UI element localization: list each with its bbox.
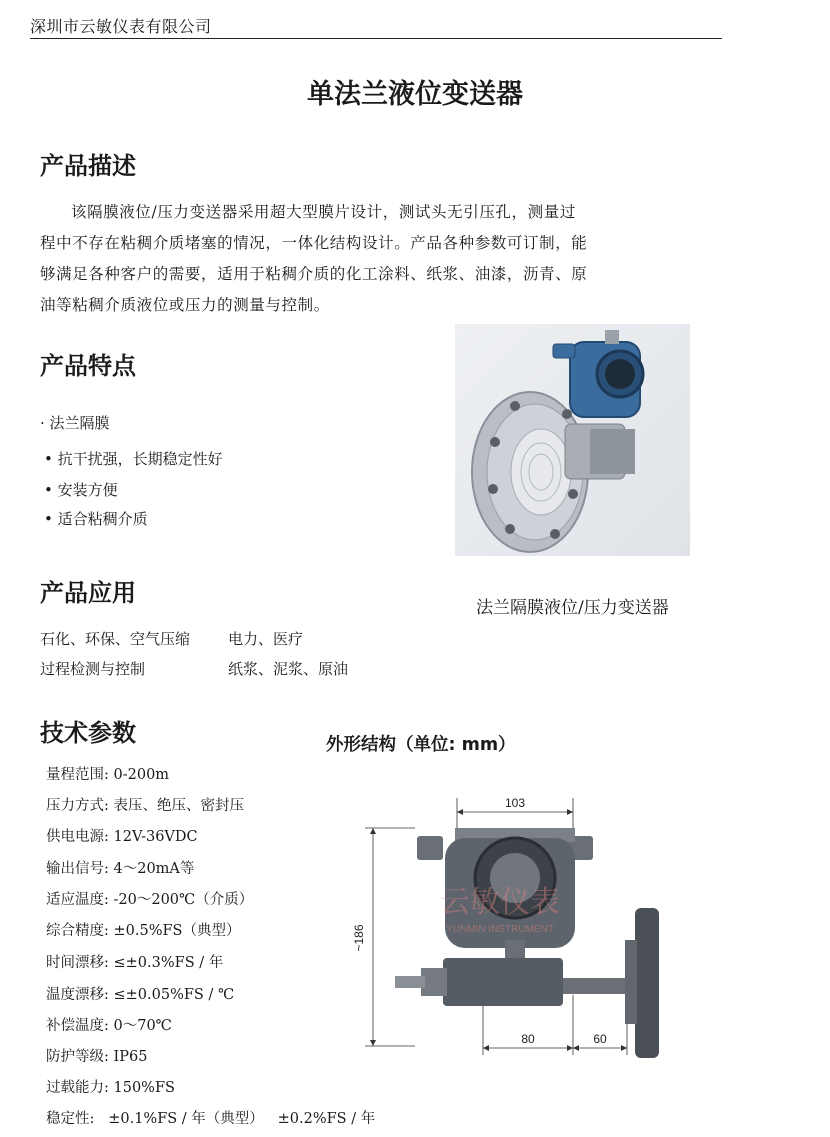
dim-right-label: 60 (593, 1032, 607, 1046)
dim-left-label: 80 (521, 1032, 535, 1046)
spec-item: 输出信号: 4～20mA等 (46, 861, 195, 877)
dim-top-label: 103 (504, 796, 526, 810)
spec-item: 供电电源: 12V-36VDC (46, 829, 198, 845)
product-photo (455, 324, 690, 556)
spec-item: 稳定性: ±0.1%FS / 年（典型） ±0.2%FS / 年 (46, 1111, 376, 1127)
application-item: 纸浆、泥浆、原油 (228, 660, 349, 678)
header-divider (30, 38, 722, 39)
feature-item: • 适合粘稠介质 (44, 510, 148, 528)
page-title: 单法兰液位变送器 (307, 79, 523, 110)
feature-item: • 抗干扰强，长期稳定性好 (44, 450, 223, 468)
dimension-diagram (352, 790, 700, 1070)
feature-item: • 安装方便 (44, 481, 118, 499)
application-item: 石化、环保、空气压缩 (40, 630, 191, 648)
spec-item: 时间漂移: ≤±0.3%FS / 年 (46, 955, 224, 971)
spec-item: 压力方式: 表压、绝压、密封压 (46, 798, 244, 814)
watermark-cn: 云敏仪表 (440, 886, 560, 919)
photo-caption: 法兰隔膜液位/压力变送器 (476, 598, 669, 618)
spec-item: 防护等级: IP65 (46, 1049, 148, 1065)
watermark-en: YUNMIN INSTRUMENT (446, 924, 554, 935)
description-heading: 产品描述 (40, 152, 136, 180)
feature-item: · 法兰隔膜 (40, 414, 110, 432)
specs-heading: 技术参数 (40, 719, 136, 747)
spec-item: 综合精度: ±0.5%FS（典型） (46, 923, 241, 939)
spec-item: 温度漂移: ≤±0.05%FS / ℃ (46, 987, 235, 1003)
spec-item: 量程范围: 0-200m (46, 767, 170, 783)
diagram-title: 外形结构（单位: mm） (326, 735, 516, 755)
company-name: 深圳市云敏仪表有限公司 (30, 17, 212, 36)
dim-height-label: ~186 (352, 924, 366, 952)
application-item: 过程检测与控制 (40, 660, 146, 678)
description-text: 该隔膜液位/压力变送器采用超大型膜片设计，测试头无引压孔，测量过程中不存在粘稠介质堵塞的情况，一体化结构设计。产品各种参数可订制，能够满足各种客户的需要，适用于粘稠介质的化工涂料、纸浆、油漆，沥青、原油等粘稠介质液位或压力的测量与控制。 (40, 203, 588, 314)
application-item: 电力、医疗 (228, 630, 304, 648)
spec-item: 过载能力: 150%FS (46, 1080, 175, 1096)
applications-heading: 产品应用 (40, 579, 136, 607)
spec-item: 适应温度: -20～200℃（介质） (46, 892, 254, 908)
spec-item: 补偿温度: 0～70℃ (46, 1018, 172, 1034)
features-heading: 产品特点 (40, 352, 136, 380)
